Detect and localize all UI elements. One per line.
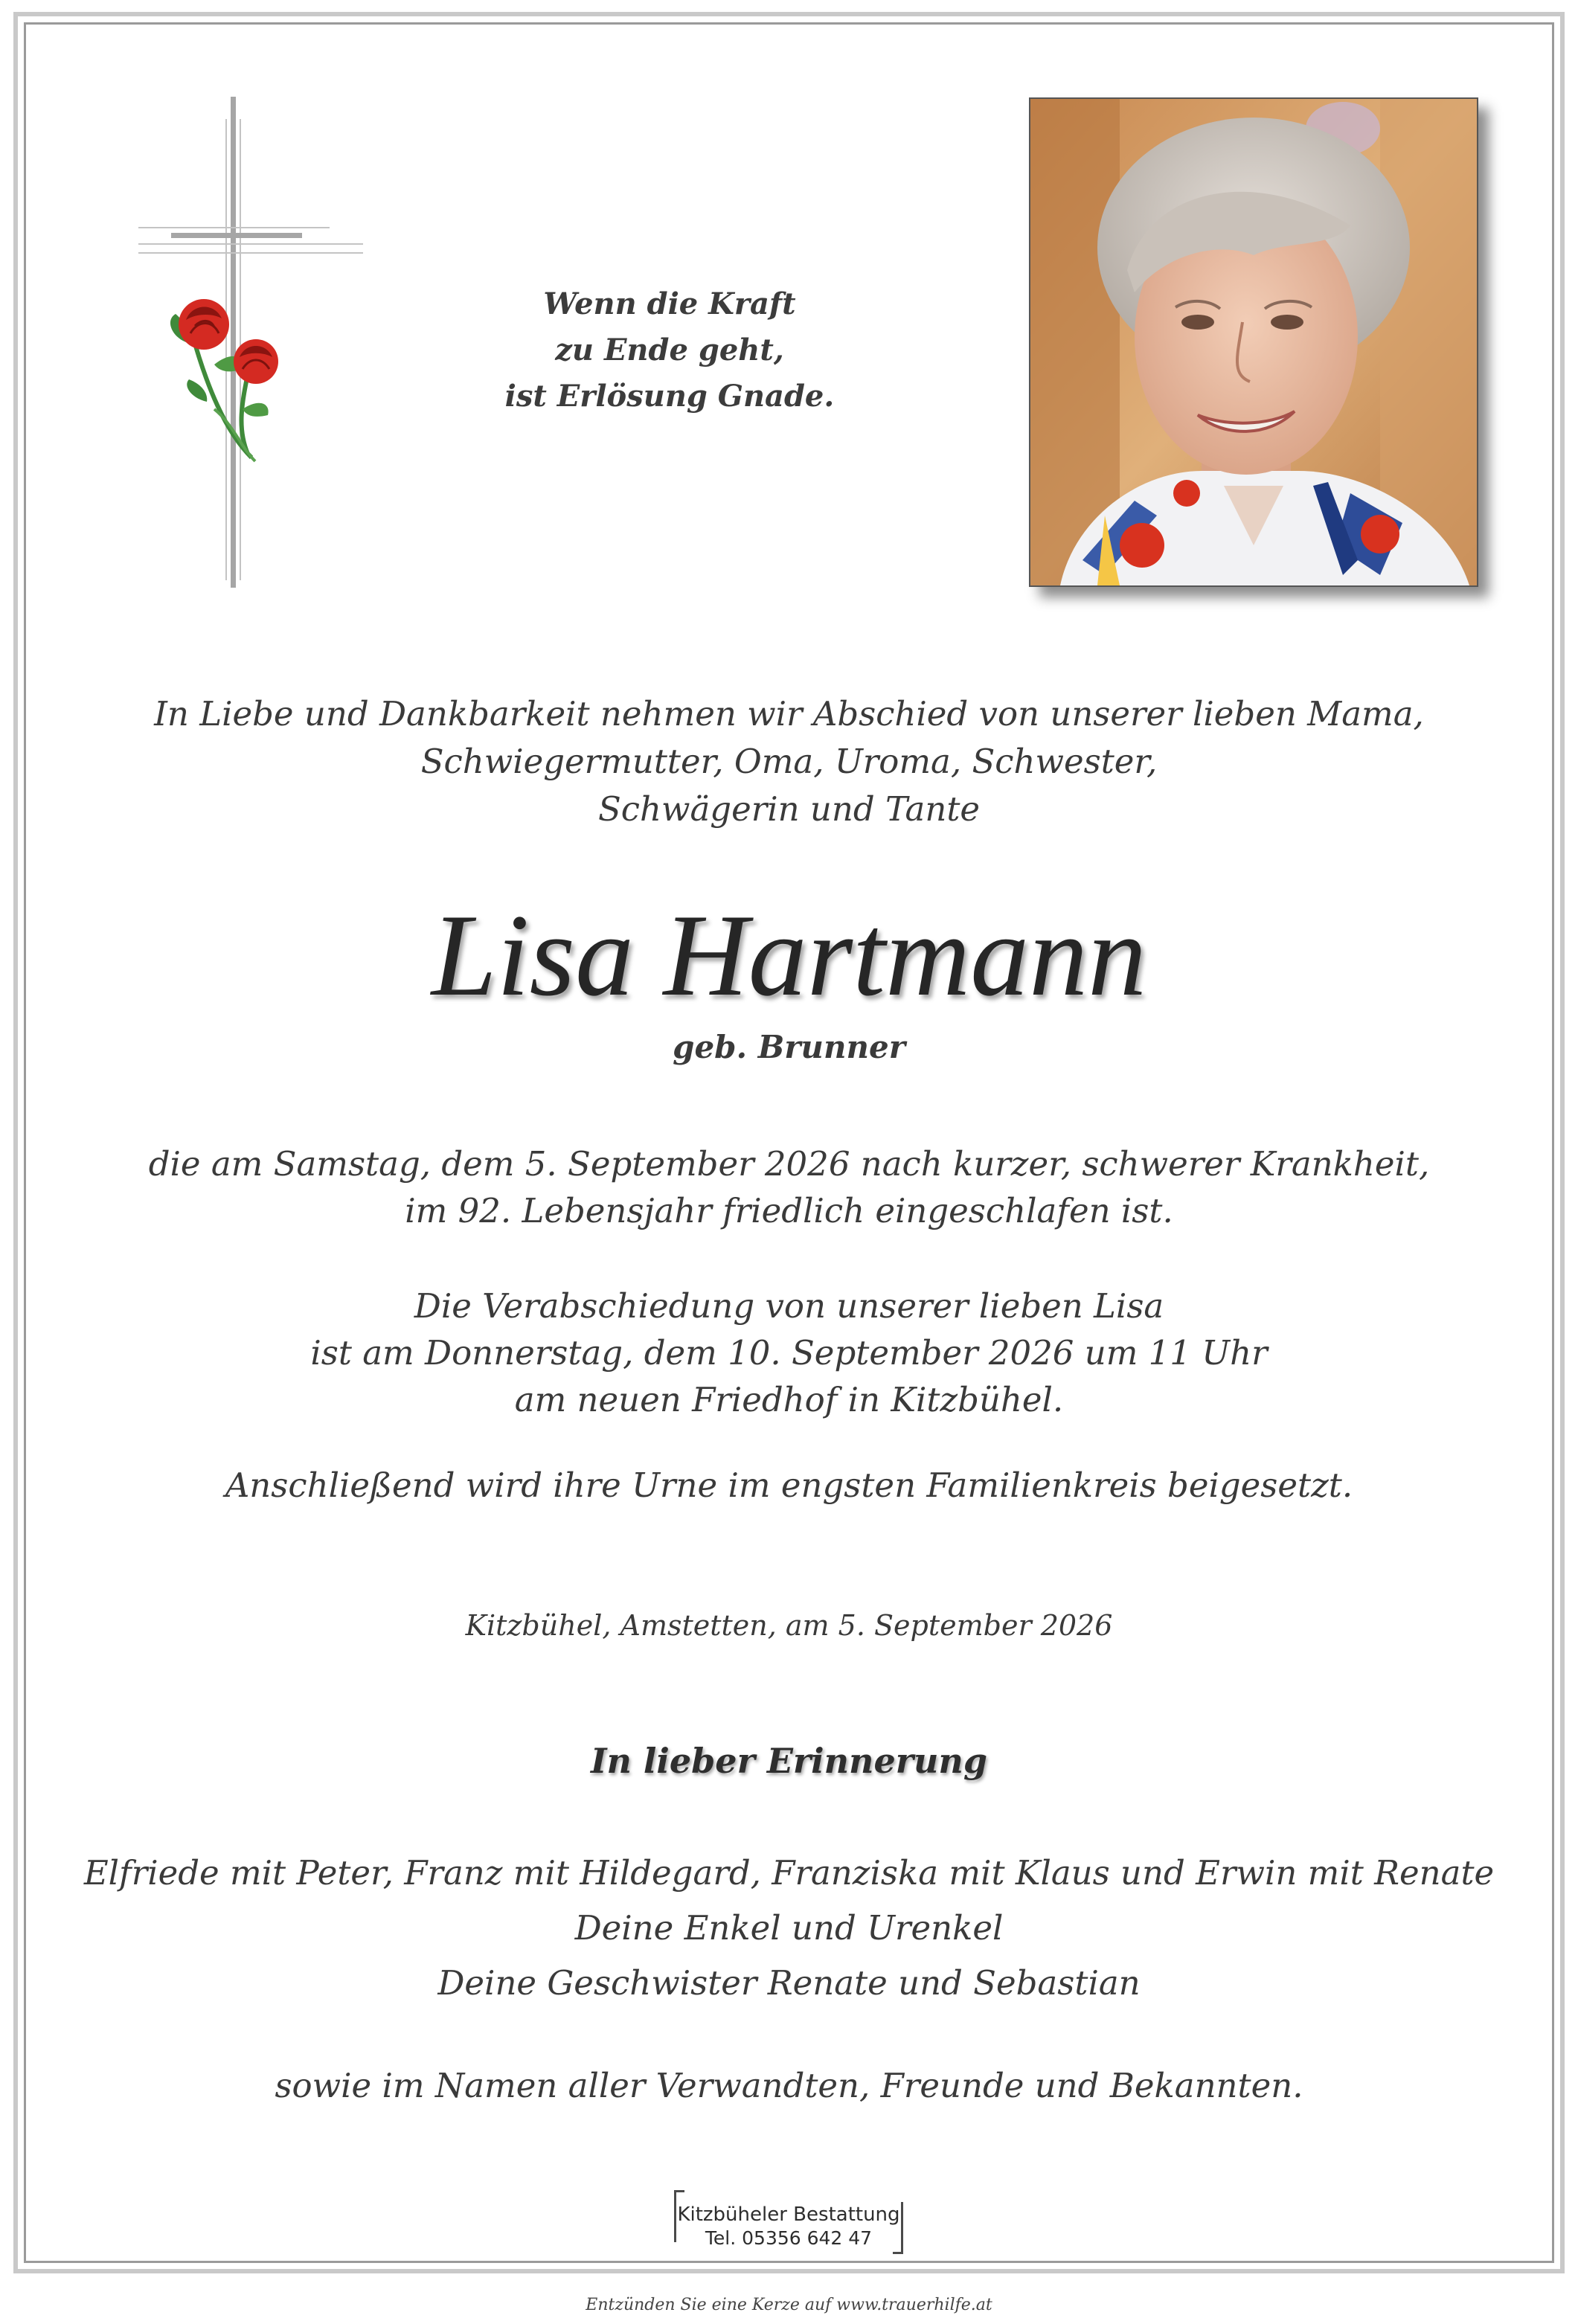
family-line: Elfriede mit Peter, Franz mit Hildegard, Franziska mit Klaus und Erwin mit Renate xyxy=(83,1853,1495,1893)
farewell-line: Die Verabschiedung von unserer lieben Lisa xyxy=(414,1286,1164,1326)
death-notice-line: im 92. Lebensjahr friedlich eingeschlafen ist. xyxy=(405,1191,1173,1230)
urn-notice-line: Anschließend wird ihre Urne im engsten Familienkreis beigesetzt. xyxy=(225,1466,1353,1505)
quote-line: zu Ende geht, xyxy=(555,333,784,367)
quote xyxy=(446,281,893,420)
quote-line: ist Erlösung Gnade. xyxy=(504,379,835,414)
cross-with-roses-icon xyxy=(103,97,371,595)
deceased-name: Lisa Hartmann xyxy=(431,890,1147,1021)
intro-line: Schwägerin und Tante xyxy=(597,789,981,829)
closing-line: sowie im Namen aller Verwandten, Freunde und Bekannten. xyxy=(275,2066,1303,2105)
maiden-name: geb. Brunner xyxy=(673,1029,905,1065)
intro-line: In Liebe und Dankbarkeit nehmen wir Abschied von unserer lieben Mama, xyxy=(154,694,1424,734)
place-date: Kitzbühel, Amstetten, am 5. September 2026 xyxy=(465,1609,1113,1642)
funeral-home-phone: Tel. 05356 642 47 xyxy=(705,2227,873,2249)
urn-notice xyxy=(74,1462,1504,1509)
farewell-line: ist am Donnerstag, dem 10. September 2026 um 11 Uhr xyxy=(310,1333,1268,1373)
family-list xyxy=(74,1846,1504,2011)
intro-line: Schwiegermutter, Oma, Uroma, Schwester, xyxy=(420,742,1158,781)
quote-line: Wenn die Kraft xyxy=(543,286,796,321)
death-notice-line: die am Samstag, dem 5. September 2026 nach kurzer, schwerer Krankheit, xyxy=(148,1144,1430,1184)
funeral-home-name: Kitzbüheler Bestattung xyxy=(677,2203,900,2226)
family-line: Deine Geschwister Renate und Sebastian xyxy=(437,1963,1141,2003)
footer-candle-link[interactable]: Entzünden Sie eine Kerze auf www.trauerhilfe.at xyxy=(586,2296,992,2314)
death-notice xyxy=(74,1140,1504,1234)
intro-text xyxy=(74,690,1504,833)
farewell-info xyxy=(74,1283,1504,1423)
funeral-home-logo xyxy=(674,2190,903,2254)
farewell-line: am neuen Friedhof in Kitzbühel. xyxy=(514,1380,1064,1419)
closing-text xyxy=(74,2062,1504,2110)
memory-heading: In lieber Erinnerung xyxy=(590,1741,988,1781)
family-line: Deine Enkel und Urenkel xyxy=(574,1908,1004,1948)
portrait-photo xyxy=(1029,97,1478,587)
